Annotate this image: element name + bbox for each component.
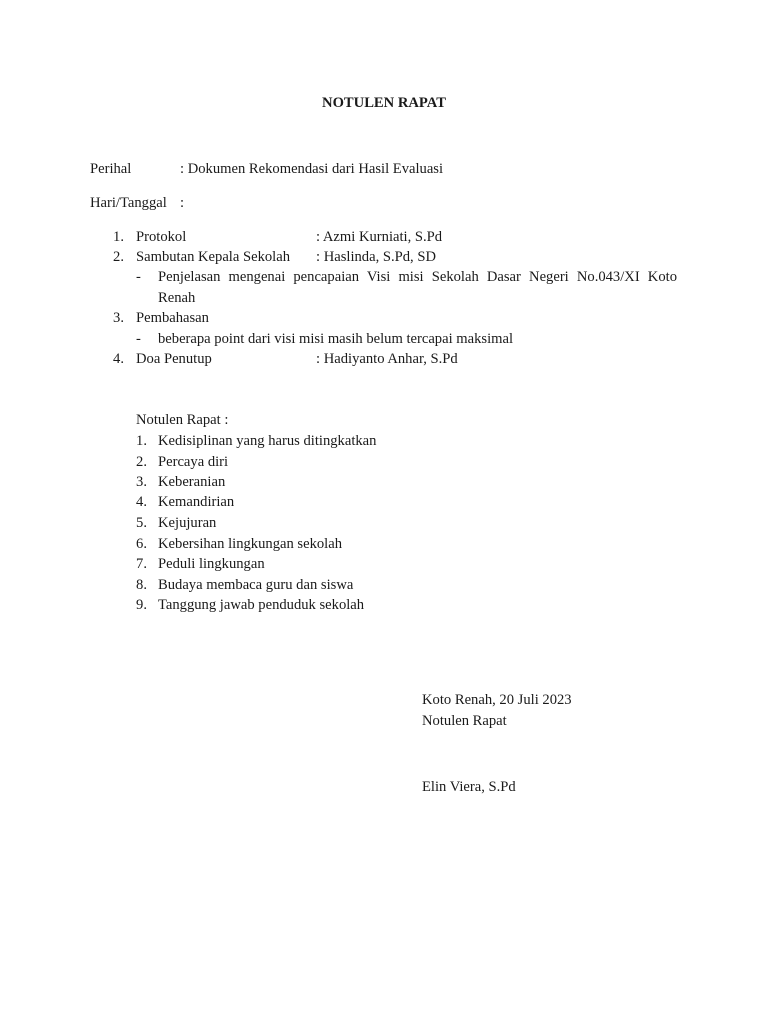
list-item-number: 7. [136,556,147,572]
list-item-number: 9. [136,597,147,613]
list-item: Kedisiplinan yang harus ditingkatkan [158,433,377,449]
list-item-number: 1. [136,433,147,449]
document-title: NOTULEN RAPAT [322,95,446,111]
list-item-number: 6. [136,536,147,552]
list-item: Kejujuran [158,515,217,531]
tanggal-label: Hari/Tanggal [90,195,167,211]
sub-bullet: - [136,331,141,347]
list-item-number: 4. [136,494,147,510]
agenda-number: 4. [113,351,124,367]
sub-item-line: Penjelasan mengenai pencapaian Visi misi Sekolah Dasar Negeri No.043/XI Koto [158,269,677,285]
tanggal-value: : [180,195,185,211]
list-item: Kemandirian [158,494,235,510]
list-item-number: 3. [136,474,147,490]
list-item: Keberanian [158,474,226,490]
list-item: Peduli lingkungan [158,556,265,572]
list-item-number: 8. [136,577,147,593]
notulen-heading: Notulen Rapat : [136,412,229,428]
place-date: Koto Renah, 20 Juli 2023 [422,692,572,708]
sub-item-line: beberapa point dari visi misi masih belum tercapai maksimal [158,331,514,347]
signature-role: Notulen Rapat [422,713,507,729]
list-item-number: 2. [136,454,147,470]
agenda-value: : Azmi Kurniati, S.Pd [316,229,443,245]
signer-name: Elin Viera, S.Pd [422,779,516,795]
perihal-label: Perihal [90,161,132,177]
list-item-number: 5. [136,515,147,531]
agenda-value: : Hadiyanto Anhar, S.Pd [316,351,458,367]
agenda-value: : Haslinda, S.Pd, SD [316,249,437,265]
agenda-label: Pembahasan [136,310,209,326]
list-item: Kebersihan lingkungan sekolah [158,536,342,552]
agenda-number: 3. [113,310,124,326]
agenda-label: Sambutan Kepala Sekolah [136,249,291,265]
agenda-label: Doa Penutup [136,351,212,367]
agenda-number: 1. [113,229,124,245]
sub-item-line: Renah [158,290,196,306]
agenda-number: 2. [113,249,124,265]
list-item: Percaya diri [158,454,229,470]
sub-bullet: - [136,269,141,285]
perihal-value: : Dokumen Rekomendasi dari Hasil Evaluasi [180,161,444,177]
list-item: Budaya membaca guru dan siswa [158,577,354,593]
list-item: Tanggung jawab penduduk sekolah [158,597,365,613]
agenda-label: Protokol [136,229,187,245]
